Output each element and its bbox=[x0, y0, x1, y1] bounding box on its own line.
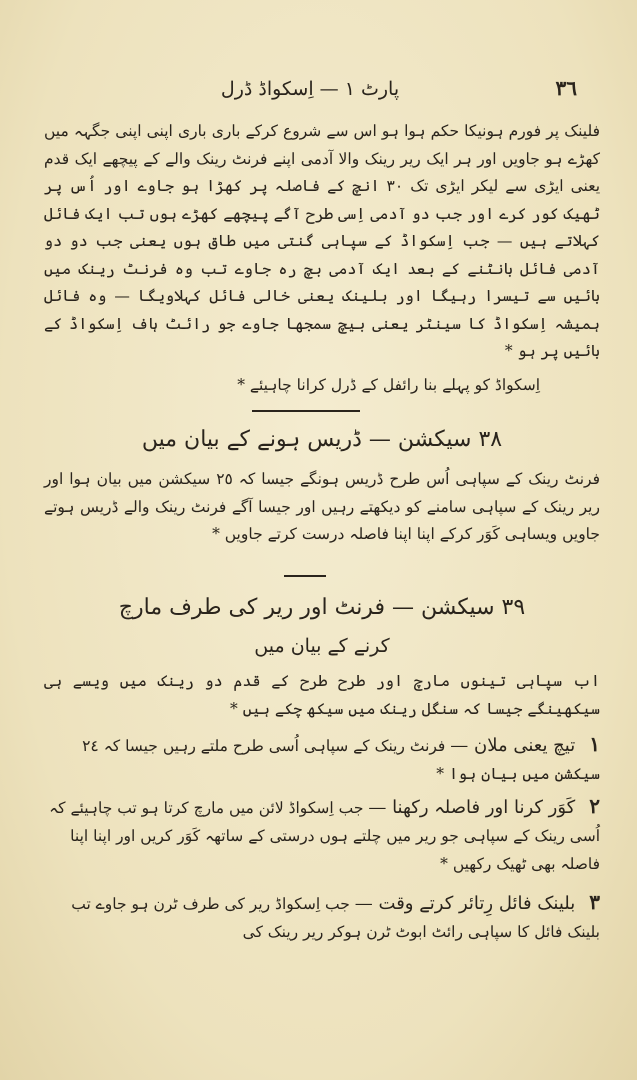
page-number: ٣٦ bbox=[555, 76, 577, 100]
item-lead: بلینک فائل رِتائر کرتے وقت — bbox=[354, 893, 576, 914]
item-lead: تیچ یعنی ملان — bbox=[450, 735, 576, 756]
item-number: ٣ bbox=[589, 890, 600, 914]
item-text: جب اِسکواڈ لائن میں مارچ کرتا ہو تب چاہیئے کہ اُسی رینک کے سپاہی جو ریر میں چلتے ہوں درستی کے ساتھہ کَوَر کریں اور اپنا اپنا فاصلہ بھی ٹھیک رکھیں * bbox=[49, 799, 600, 873]
list-item bbox=[44, 730, 600, 788]
intro-paragraph: فلینک پر فورم ہونیکا حکم ہوا ہو اس سے شروع کرکے باری باری اپنی اپنی جگہہ میں کھڑے ہو جاویں اور ہر ایک ریر رینک والا آدمی اپنے فرنٹ رینک والے کے پیچھے ایک قدم یعنی ایڑی سے لیکر ایڑی تک ٣٠ انچ کے فاصلہ پر کھڑا ہو جاوے اور اُس پر ٹھیک کور کرے اور جب دو آدمی اِسی طرح آگے پیچھے کھڑے ہوں تب ایک فائل کہلاتے ہیں — جب اِسکواڈ کے سپاہی گنتی میں طاق ہوں یعنی جب دو دو آدمی فائل بانٹنے کے بعد ایک آدمی بچ رہ جاوے تب وہ فرنٹ رینک میں بائیں سے تیسرا رہیگا اور بلینک یعنی خالی فائل کہلاویگا — وہ فائل ہمیشہ اِسکواڈ کا سینٹر یعنی بیچ سمجھا جاوے جو رائٹ ہاف اِسکواڈ کے بائیں پر ہو * bbox=[44, 122, 601, 360]
intro-note: اِسکواڈ کو پہلے بنا رائفل کے ڈرل کرانا چاہیئے * bbox=[237, 376, 540, 394]
list-item bbox=[44, 792, 600, 878]
running-title: پارٹ ١ — اِسکواڈ ڈرل bbox=[220, 78, 400, 100]
section-38-heading: ٣٨ سیکشن — ڈریس ہونے کے بیان میں bbox=[141, 427, 503, 452]
section-39-heading: ٣٩ سیکشن — فرنٹ اور ریر کی طرف مارچ bbox=[118, 595, 526, 620]
page-header bbox=[90, 76, 577, 110]
divider bbox=[284, 575, 326, 577]
section-39-subheading: کرنے کے بیان میں bbox=[254, 635, 390, 657]
section-38-paragraph: فرنٹ رینک کے سپاہی اُس طرح ڈریس ہونگے جیسا کہ ٢٥ سیکشن میں بیان ہوا اور ریر رینک کے سپاہی سامنے کو دیکھتے رہیں اور جیسا آگے فرنٹ رینک والے ڈریس ہوتے جاویں ویساہی کَوَر کرکے اپنا اپنا فاصلہ درست کرتے جاویں * bbox=[44, 470, 600, 543]
item-number: ١ bbox=[589, 732, 600, 756]
divider bbox=[252, 410, 360, 412]
item-number: ٢ bbox=[589, 794, 600, 818]
section-39-paragraph: اب سپاہی تینوں مارچ اور طرح طرح کے قدم دو رینک میں ویسے ہی سیکھینگے جیسا کہ سنگل رینک میں سیکھ چکے ہیں * bbox=[44, 672, 600, 718]
item-lead: کَوَر کرنا اور فاصلہ رکھنا — bbox=[368, 797, 576, 818]
item-text: جب اِسکواڈ ریر کی طرف ٹرن ہو جاوے تب بلینک فائل کا سپاہی رائٹ ابوٹ ٹرن ہوکر ریر رینک کی bbox=[71, 895, 600, 941]
item-text: فرنٹ رینک کے سپاہی اُسی طرح ملتے رہیں جیسا کہ ٢٤ سیکشن میں بیان ہوا * bbox=[82, 737, 600, 783]
list-item bbox=[44, 888, 600, 946]
